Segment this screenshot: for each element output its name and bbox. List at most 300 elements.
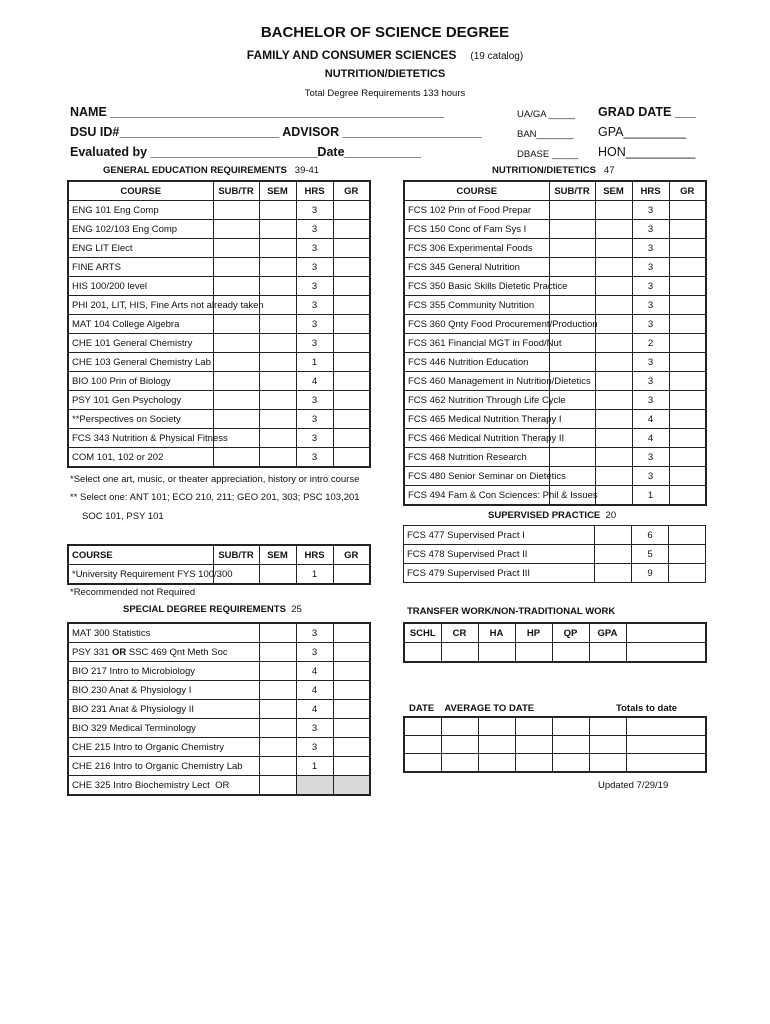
course-text: BIO 230 Anat & Physiology I xyxy=(72,684,192,696)
blank-cell[interactable] xyxy=(478,754,515,773)
gen-ed-hours: 39-41 xyxy=(294,165,320,176)
subtr-cell[interactable] xyxy=(549,258,595,277)
sem-cell[interactable] xyxy=(259,565,296,585)
nutrition-heading-label: NUTRITION/DIETETICS xyxy=(492,165,596,176)
course-cell: FCS 460 Management in Nutrition/Dietetics xyxy=(404,372,549,391)
gr-cell[interactable] xyxy=(669,296,706,315)
sem-cell[interactable] xyxy=(259,757,296,776)
blank-cell[interactable] xyxy=(515,736,552,754)
hrs-cell: 1 xyxy=(296,565,333,585)
blank-cell[interactable] xyxy=(589,717,626,736)
average-label: AVERAGE TO DATE xyxy=(444,703,535,714)
blank-cell[interactable] xyxy=(404,736,441,754)
subtr-cell[interactable] xyxy=(549,239,595,258)
sem-cell[interactable] xyxy=(259,315,296,334)
subtr-cell[interactable] xyxy=(549,220,595,239)
gr-cell[interactable] xyxy=(669,277,706,296)
hrs-cell: 3 xyxy=(632,353,669,372)
special-table xyxy=(67,622,371,796)
table-row xyxy=(404,736,706,754)
column-header: HRS xyxy=(296,545,333,565)
subtr-cell[interactable] xyxy=(549,353,595,372)
table-row xyxy=(404,391,706,410)
table-row xyxy=(68,448,370,468)
gr-cell[interactable] xyxy=(669,545,706,564)
gr-cell[interactable] xyxy=(333,776,370,796)
grad-date-field[interactable]: GRAD DATE ___ xyxy=(598,105,696,119)
course-cell: FCS 102 Prin of Food Prepar xyxy=(404,201,549,220)
subtr-cell[interactable] xyxy=(213,201,259,220)
course-cell xyxy=(68,700,259,719)
nutrition-heading xyxy=(492,165,614,176)
blank-cell[interactable] xyxy=(552,717,589,736)
special-heading-label: SPECIAL DEGREE REQUIREMENTS xyxy=(123,604,286,615)
blank-cell[interactable] xyxy=(626,643,706,663)
table-row xyxy=(68,662,370,681)
course-cell: FCS 345 General Nutrition xyxy=(404,258,549,277)
course-cell xyxy=(68,662,259,681)
course-text: CHE 215 Intro to Organic Chemistry xyxy=(72,741,225,753)
column-header: COURSE xyxy=(404,181,549,201)
course-cell: BIO 100 Prin of Biology xyxy=(68,372,213,391)
sem-cell[interactable] xyxy=(595,410,632,429)
gr-cell[interactable] xyxy=(333,239,370,258)
gr-cell[interactable] xyxy=(669,220,706,239)
sem-cell[interactable] xyxy=(259,258,296,277)
course-cell: *University Requirement FYS 100/300 xyxy=(68,565,213,585)
hrs-cell: 3 xyxy=(632,315,669,334)
gr-cell[interactable] xyxy=(333,429,370,448)
sem-cell[interactable] xyxy=(259,239,296,258)
hrs-cell: 2 xyxy=(632,334,669,353)
subtr-cell[interactable] xyxy=(213,239,259,258)
gr-cell[interactable] xyxy=(333,391,370,410)
sem-cell[interactable] xyxy=(259,623,296,643)
table-row xyxy=(68,239,370,258)
course-text: BIO 329 Medical Terminology xyxy=(72,722,196,734)
column-header: SUB/TR xyxy=(549,181,595,201)
sem-cell[interactable] xyxy=(259,738,296,757)
sem-cell[interactable] xyxy=(259,410,296,429)
sem-cell[interactable] xyxy=(595,526,632,545)
gr-cell[interactable] xyxy=(333,258,370,277)
column-header: SUB/TR xyxy=(213,181,259,201)
sem-cell[interactable] xyxy=(259,201,296,220)
table-row xyxy=(404,372,706,391)
hrs-cell: 3 xyxy=(296,201,333,220)
table-row xyxy=(68,315,370,334)
ban-field[interactable]: BAN_______ xyxy=(517,129,574,140)
gr-cell[interactable] xyxy=(333,448,370,468)
hrs-cell: 3 xyxy=(632,372,669,391)
sem-cell[interactable] xyxy=(259,700,296,719)
sem-cell[interactable] xyxy=(259,719,296,738)
sem-cell[interactable] xyxy=(595,353,632,372)
column-header: SUB/TR xyxy=(213,545,259,565)
column-header: GPA xyxy=(589,623,626,643)
table-row xyxy=(404,643,706,663)
gen-ed-note-2: ** Select one: ANT 101; ECO 210, 211; GEO 201, 303; PSC 103,201 xyxy=(70,492,360,503)
department-name: FAMILY AND CONSUMER SCIENCES xyxy=(246,48,457,62)
hrs-cell: 3 xyxy=(296,738,333,757)
gr-cell[interactable] xyxy=(669,353,706,372)
hrs-cell: 3 xyxy=(632,277,669,296)
table-row xyxy=(68,738,370,757)
sem-cell[interactable] xyxy=(259,776,296,796)
average-rows xyxy=(404,717,706,772)
subtr-cell[interactable] xyxy=(213,258,259,277)
transfer-heading: TRANSFER WORK/NON-TRADITIONAL WORK xyxy=(407,606,616,617)
practice-rows xyxy=(404,526,706,583)
sem-cell[interactable] xyxy=(259,277,296,296)
course-cell: PSY 101 Gen Psychology xyxy=(68,391,213,410)
subtr-cell[interactable] xyxy=(549,296,595,315)
gr-cell[interactable] xyxy=(669,372,706,391)
special-rows xyxy=(68,623,370,795)
table-row xyxy=(68,296,370,315)
document-title: BACHELOR OF SCIENCE DEGREE xyxy=(260,24,510,41)
hrs-cell: 9 xyxy=(632,564,669,583)
uaga-field[interactable]: UA/GA _____ xyxy=(517,109,576,120)
course-cell: FCS 465 Medical Nutrition Therapy I xyxy=(404,410,549,429)
sem-cell[interactable] xyxy=(259,296,296,315)
gr-cell[interactable] xyxy=(333,372,370,391)
sem-cell[interactable] xyxy=(259,372,296,391)
table-row xyxy=(404,448,706,467)
table-row xyxy=(404,239,706,258)
course-text: BIO 231 Anat & Physiology II xyxy=(72,703,194,715)
gr-cell[interactable] xyxy=(669,334,706,353)
sem-cell[interactable] xyxy=(259,334,296,353)
updated-date: Updated 7/29/19 xyxy=(598,780,669,791)
sem-cell[interactable] xyxy=(595,545,632,564)
blank-cell[interactable] xyxy=(404,754,441,773)
blank-cell[interactable] xyxy=(552,643,589,663)
blank-cell[interactable] xyxy=(589,736,626,754)
practice-hours: 20 xyxy=(605,510,617,521)
subtr-cell[interactable] xyxy=(213,353,259,372)
sem-cell[interactable] xyxy=(595,201,632,220)
course-cell: CHE 103 General Chemistry Lab xyxy=(68,353,213,372)
course-cell xyxy=(68,738,259,757)
column-header: GR xyxy=(669,181,706,201)
or-connector: OR xyxy=(111,646,127,658)
table-row xyxy=(404,717,706,736)
gr-cell[interactable] xyxy=(333,738,370,757)
gr-cell[interactable] xyxy=(669,315,706,334)
table-row xyxy=(68,429,370,448)
hrs-cell: 3 xyxy=(296,277,333,296)
hrs-cell: 3 xyxy=(632,220,669,239)
hrs-cell: 3 xyxy=(296,220,333,239)
gr-cell[interactable] xyxy=(669,429,706,448)
table-row xyxy=(68,201,370,220)
hrs-cell: 3 xyxy=(296,334,333,353)
transfer-table xyxy=(403,622,707,663)
course-cell xyxy=(68,681,259,700)
blank-cell[interactable] xyxy=(478,736,515,754)
table-row xyxy=(404,201,706,220)
subtr-cell[interactable] xyxy=(213,372,259,391)
hrs-cell: 3 xyxy=(632,391,669,410)
subtr-cell[interactable] xyxy=(549,201,595,220)
subtr-cell[interactable] xyxy=(549,448,595,467)
hrs-cell: 4 xyxy=(296,662,333,681)
sem-cell[interactable] xyxy=(259,220,296,239)
blank-cell[interactable] xyxy=(478,717,515,736)
course-cell: HIS 100/200 level xyxy=(68,277,213,296)
university-note: *Recommended not Required xyxy=(70,587,196,598)
course-cell: FCS 477 Supervised Pract I xyxy=(404,526,595,545)
gr-cell[interactable] xyxy=(333,700,370,719)
table-row xyxy=(68,700,370,719)
gr-cell[interactable] xyxy=(333,623,370,643)
dbase-field[interactable]: DBASE _____ xyxy=(517,149,579,160)
hrs-cell: 1 xyxy=(632,486,669,506)
hrs-cell: 3 xyxy=(632,448,669,467)
gr-cell[interactable] xyxy=(669,448,706,467)
gr-cell[interactable] xyxy=(333,757,370,776)
sem-cell[interactable] xyxy=(259,353,296,372)
blank-cell[interactable] xyxy=(626,736,706,754)
course-cell: FCS 494 Fam & Con Sciences: Phil & Issues xyxy=(404,486,549,506)
gr-cell[interactable] xyxy=(333,662,370,681)
sem-cell[interactable] xyxy=(595,486,632,506)
subtr-cell[interactable] xyxy=(213,391,259,410)
gr-cell[interactable] xyxy=(333,220,370,239)
course-alt-text: SSC 469 Qnt Meth Soc xyxy=(126,646,228,658)
average-date-label: DATE xyxy=(409,703,435,714)
sem-cell[interactable] xyxy=(595,296,632,315)
sem-cell[interactable] xyxy=(595,372,632,391)
sem-cell[interactable] xyxy=(595,315,632,334)
subtr-cell[interactable] xyxy=(213,277,259,296)
dsu-advisor-field[interactable]: DSU ID#_______________________ ADVISOR ____________________ xyxy=(70,125,482,139)
course-cell xyxy=(68,757,259,776)
column-header: QP xyxy=(552,623,589,643)
sem-cell[interactable] xyxy=(595,448,632,467)
evaluated-field[interactable]: Evaluated by ________________________Date___________ xyxy=(70,145,421,159)
sem-cell[interactable] xyxy=(259,681,296,700)
course-cell: PHI 201, LIT, HIS, Fine Arts not already taken xyxy=(68,296,213,315)
total-hours: Total Degree Requirements 133 hours xyxy=(304,88,466,99)
course-cell: FCS 360 Qnty Food Procurement/Production xyxy=(404,315,549,334)
nutrition-hours: 47 xyxy=(603,165,615,176)
gen-ed-note-1: *Select one art, music, or theater appreciation, history or intro course xyxy=(70,474,360,485)
nutrition-rows xyxy=(404,201,706,506)
sem-cell[interactable] xyxy=(259,429,296,448)
hrs-cell: 4 xyxy=(296,372,333,391)
course-cell: FCS 478 Supervised Pract II xyxy=(404,545,595,564)
gr-cell[interactable] xyxy=(333,201,370,220)
gpa-field[interactable]: GPA_________ xyxy=(598,125,687,139)
table-row xyxy=(404,334,706,353)
table-row xyxy=(68,372,370,391)
course-cell: CHE 101 General Chemistry xyxy=(68,334,213,353)
blank-cell[interactable] xyxy=(441,754,478,773)
blank-cell[interactable] xyxy=(441,736,478,754)
blank-cell[interactable] xyxy=(552,754,589,773)
sem-cell[interactable] xyxy=(595,220,632,239)
sem-cell[interactable] xyxy=(595,239,632,258)
course-cell: FCS 355 Community Nutrition xyxy=(404,296,549,315)
gr-cell[interactable] xyxy=(669,201,706,220)
table-row xyxy=(404,277,706,296)
course-cell: MAT 104 College Algebra xyxy=(68,315,213,334)
table-row xyxy=(68,353,370,372)
gen-ed-heading-label: GENERAL EDUCATION REQUIREMENTS xyxy=(103,165,287,176)
average-table xyxy=(403,716,707,773)
gr-cell[interactable] xyxy=(669,467,706,486)
gr-cell[interactable] xyxy=(333,681,370,700)
hrs-cell: 4 xyxy=(296,681,333,700)
gr-cell[interactable] xyxy=(333,315,370,334)
sem-cell[interactable] xyxy=(259,662,296,681)
blank-cell[interactable] xyxy=(626,717,706,736)
gr-cell[interactable] xyxy=(669,526,706,545)
sem-cell[interactable] xyxy=(595,391,632,410)
column-header: SEM xyxy=(259,545,296,565)
hrs-cell: 3 xyxy=(296,410,333,429)
gr-cell[interactable] xyxy=(333,410,370,429)
gr-cell[interactable] xyxy=(333,565,370,585)
blank-cell[interactable] xyxy=(515,643,552,663)
subtr-cell[interactable] xyxy=(213,448,259,468)
hrs-cell xyxy=(296,776,333,796)
gr-cell[interactable] xyxy=(333,334,370,353)
table-row xyxy=(68,277,370,296)
hrs-cell: 3 xyxy=(296,429,333,448)
sem-cell[interactable] xyxy=(595,429,632,448)
course-cell: FCS 466 Medical Nutrition Therapy II xyxy=(404,429,549,448)
course-cell: ENG LIT Elect xyxy=(68,239,213,258)
blank-cell[interactable] xyxy=(589,643,626,663)
sem-cell[interactable] xyxy=(595,467,632,486)
hrs-cell: 1 xyxy=(296,757,333,776)
table-row xyxy=(68,757,370,776)
sem-cell[interactable] xyxy=(595,258,632,277)
table-row xyxy=(404,467,706,486)
sem-cell[interactable] xyxy=(595,334,632,353)
column-header: HA xyxy=(478,623,515,643)
table-row xyxy=(404,296,706,315)
sem-cell[interactable] xyxy=(595,564,632,583)
blank-cell[interactable] xyxy=(478,643,515,663)
gen-ed-table xyxy=(67,180,371,468)
table-row xyxy=(404,315,706,334)
blank-cell[interactable] xyxy=(515,717,552,736)
blank-cell[interactable] xyxy=(552,736,589,754)
gr-cell[interactable] xyxy=(333,296,370,315)
table-row xyxy=(404,220,706,239)
column-header: SCHL xyxy=(404,623,441,643)
practice-table xyxy=(403,525,706,583)
column-header: GR xyxy=(333,181,370,201)
course-cell: FCS 462 Nutrition Through Life Cycle xyxy=(404,391,549,410)
gr-cell[interactable] xyxy=(669,410,706,429)
gen-ed-note-3: SOC 101, PSY 101 xyxy=(82,511,164,522)
hon-field[interactable]: HON__________ xyxy=(598,145,696,159)
course-cell xyxy=(68,643,259,662)
course-text: CHE 325 Intro Biochemistry Lect OR xyxy=(72,779,230,791)
table-row xyxy=(68,623,370,643)
hrs-cell: 4 xyxy=(296,700,333,719)
university-table xyxy=(67,544,371,585)
practice-heading xyxy=(488,510,616,521)
subtr-cell[interactable] xyxy=(213,334,259,353)
blank-cell[interactable] xyxy=(441,643,478,663)
special-heading xyxy=(123,604,302,615)
course-text: CHE 216 Intro to Organic Chemistry Lab xyxy=(72,760,243,772)
column-header: SEM xyxy=(595,181,632,201)
course-cell: FCS 479 Supervised Pract III xyxy=(404,564,595,583)
hrs-cell: 3 xyxy=(296,258,333,277)
gr-cell[interactable] xyxy=(333,719,370,738)
document-subtitle xyxy=(0,48,770,62)
gr-cell[interactable] xyxy=(333,277,370,296)
course-cell: ENG 102/103 Eng Comp xyxy=(68,220,213,239)
gr-cell[interactable] xyxy=(669,239,706,258)
course-text: BIO 217 Intro to Microbiology xyxy=(72,665,196,677)
subtr-cell[interactable] xyxy=(213,315,259,334)
column-header: HP xyxy=(515,623,552,643)
table-row xyxy=(404,429,706,448)
gr-cell[interactable] xyxy=(333,643,370,662)
subtr-cell[interactable] xyxy=(213,410,259,429)
subtr-cell[interactable] xyxy=(213,220,259,239)
column-header: COURSE xyxy=(68,181,213,201)
sem-cell[interactable] xyxy=(259,391,296,410)
gr-cell[interactable] xyxy=(669,391,706,410)
table-row xyxy=(68,334,370,353)
table-row xyxy=(68,410,370,429)
course-cell: FCS 306 Experimental Foods xyxy=(404,239,549,258)
gr-cell[interactable] xyxy=(669,258,706,277)
table-row xyxy=(68,643,370,662)
hrs-cell: 3 xyxy=(296,448,333,468)
hrs-cell: 3 xyxy=(632,467,669,486)
sem-cell[interactable] xyxy=(595,277,632,296)
gr-cell[interactable] xyxy=(669,486,706,506)
column-header: HRS xyxy=(296,181,333,201)
column-header: GR xyxy=(333,545,370,565)
hrs-cell: 1 xyxy=(296,353,333,372)
blank-cell[interactable] xyxy=(404,717,441,736)
gr-cell[interactable] xyxy=(669,564,706,583)
course-cell: FCS 480 Senior Seminar on Dietetics xyxy=(404,467,549,486)
gr-cell[interactable] xyxy=(333,353,370,372)
hrs-cell: 3 xyxy=(296,391,333,410)
hrs-cell: 3 xyxy=(296,719,333,738)
blank-cell[interactable] xyxy=(589,754,626,773)
sem-cell[interactable] xyxy=(259,448,296,468)
blank-cell[interactable] xyxy=(626,754,706,773)
sem-cell[interactable] xyxy=(259,643,296,662)
course-cell xyxy=(68,776,259,796)
name-field[interactable]: NAME ________________________________________________ xyxy=(70,105,444,119)
blank-cell[interactable] xyxy=(404,643,441,663)
table-header-row xyxy=(404,623,706,643)
hrs-cell: 4 xyxy=(632,410,669,429)
program-name: NUTRITION/DIETETICS xyxy=(324,68,446,80)
special-hours: 25 xyxy=(291,604,302,615)
practice-heading-label: SUPERVISED PRACTICE xyxy=(488,510,601,521)
hrs-cell: 3 xyxy=(632,296,669,315)
table-row xyxy=(404,754,706,773)
table-row xyxy=(68,565,370,585)
blank-cell[interactable] xyxy=(515,754,552,773)
blank-cell[interactable] xyxy=(441,717,478,736)
